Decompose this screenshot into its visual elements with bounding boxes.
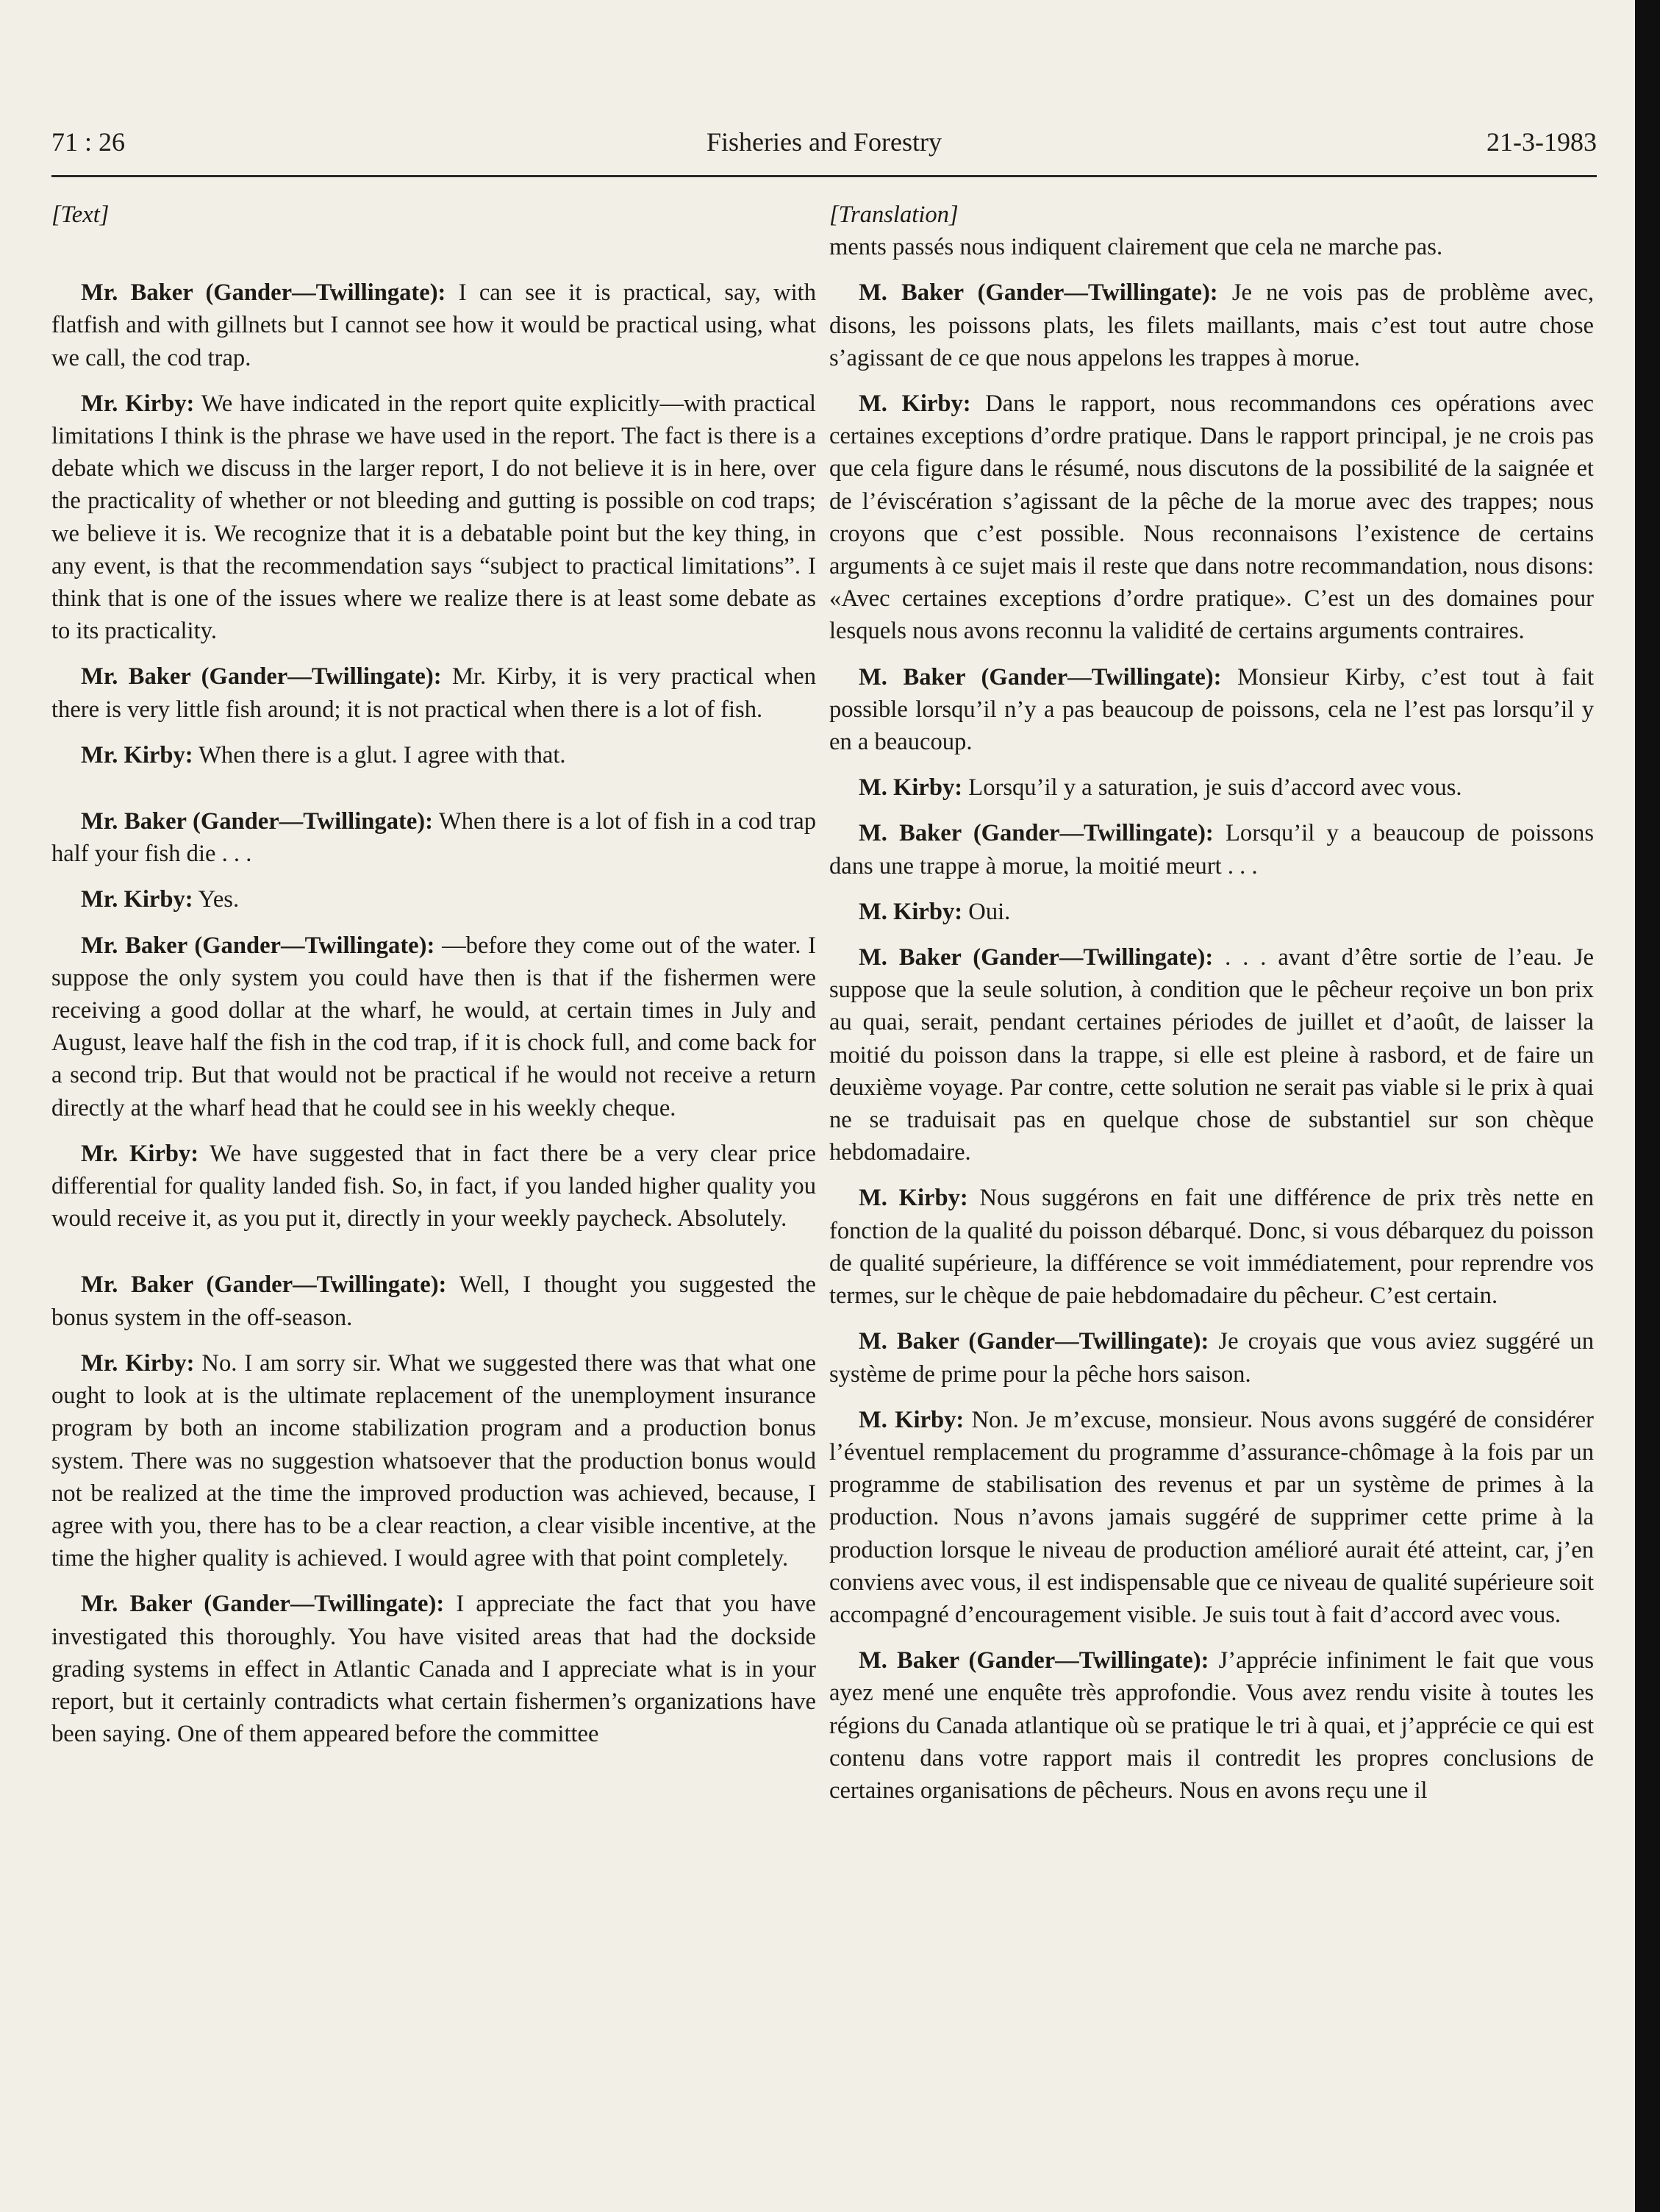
continuation-paragraph: ments passés nous indiquent clairement que cela ne marche pas.	[829, 234, 1443, 261]
paragraph-text: Yes.	[193, 886, 240, 913]
speaker-name: Mr. Baker (Gander—Twillingate):	[81, 1591, 445, 1618]
paragraph	[51, 1138, 816, 1235]
page-edge	[1635, 0, 1660, 2212]
paragraph	[51, 276, 816, 374]
speaker-name: M. Kirby:	[859, 390, 971, 418]
speaker-name: M. Baker (Gander—Twillingate):	[859, 944, 1214, 971]
paragraph	[829, 388, 1594, 648]
paragraph	[829, 1182, 1594, 1312]
french-column	[829, 199, 1594, 1820]
paragraph	[829, 1644, 1594, 1807]
paragraph-text: Lorsqu’il y a beaucoup de poissons dans une trappe à morue, la moitié meurt . . .	[829, 820, 1595, 880]
paragraph	[829, 817, 1594, 882]
paragraph	[51, 930, 816, 1124]
speaker-name: Mr. Kirby:	[81, 1349, 195, 1377]
paragraph-text: When there is a glut. I agree with that.	[193, 741, 566, 768]
paragraph-text: I can see it is practical, say, with flatfish and with gillnets but I cannot see how it would be practical using, what we call, the cod trap.	[51, 279, 816, 371]
paragraph-text: —before they come out of the water. I suppose the only system you could have then is that if the fishermen were receiving a good dollar at the wharf, he would, at certain times in July and August, leave half the fish in the cod trap, if it is chock full, and come back for a second trip. But that would not be practical if he would not receive a return directly at the wharf head that he could see in his weekly cheque.	[51, 932, 816, 1121]
paragraph	[829, 896, 1594, 928]
paragraph-text: Oui.	[962, 898, 1011, 925]
paragraph	[51, 883, 816, 916]
speaker-name: M. Kirby:	[859, 774, 963, 802]
paragraph-text: Non. Je m’excuse, monsieur. Nous avons suggéré de considérer l’éventuel remplacement du programme d’assurance-chômage à la fois par un programme de stabilisation des revenus et par un système de primes à la production. Nous n’avons jamais suggéré de supprimer cette prime à la production lorsque le niveau de production amélioré aurait été atteint, car, j’en conviens avec vous, il est indispensable que ce niveau de qualité supérieure soit accompagné d’encouragement visible. Je suis tout à fait d’accord avec vous.	[829, 1406, 1594, 1628]
speaker-name: Mr. Baker (Gander—Twillingate):	[81, 1271, 447, 1299]
speaker-name: M. Baker (Gander—Twillingate):	[859, 820, 1214, 847]
translation-tag: [Translation]	[829, 201, 959, 228]
paragraph-text: We have suggested that in fact there be a very clear price differential for quality landed fish. So, in fact, if you landed higher quality you would receive it, as you put it, directly in your weekly paycheck. Absolutely.	[51, 1140, 816, 1232]
paragraph	[829, 771, 1594, 804]
paragraph-text: I appreciate the fact that you have investigated this thoroughly. You have visited areas that had the dockside grading systems in effect in Atlantic Canada and I appreciate what is in your report, but it certainly contradicts what certain fishermen’s organizations have been saying. One of them appeared before the committee	[51, 1591, 816, 1748]
speaker-name: Mr. Kirby:	[81, 1140, 199, 1167]
page-number: 71 : 26	[51, 127, 126, 157]
paragraph-text: Nous suggérons en fait une différence de prix très nette en fonction de la qualité du poisson débarqué. Donc, si vous débarquez du poisson de qualité supérieure, la différence se voit immédiatement, pour reprendre vos termes, sur le chèque de paie hebdomadaire du pêcheur. C’est certain.	[829, 1185, 1594, 1310]
paragraph	[51, 805, 816, 870]
text-tag: [Text]	[51, 201, 110, 228]
paragraph-text: Monsieur Kirby, c’est tout à fait possible lorsqu’il n’y a pas beaucoup de poissons, cela ne l’est pas lorsqu’il y en a beaucoup.	[829, 663, 1594, 756]
publication-title: Fisheries and Forestry	[706, 127, 942, 157]
paragraph	[51, 1347, 816, 1574]
paragraph-text: No. I am sorry sir. What we suggested there was that what one ought to look at is the ultimate replacement of the unemployment insurance program by both an income stabilization program and a production bonus system. There was no suggestion whatsoever that the production bonus would not be realized at the time the improved production was achieved, because, I agree with you, there has to be a clear reaction, a clear visible incentive, at the time the higher quality is achieved. I would agree with that point completely.	[51, 1349, 816, 1572]
speaker-name: Mr. Kirby:	[81, 390, 195, 417]
page-date: 21-3-1983	[1487, 127, 1597, 157]
speaker-name: Mr. Baker (Gander—Twillingate):	[81, 279, 446, 307]
paragraph	[51, 660, 816, 725]
paragraph-text: Mr. Kirby, it is very practical when there is very little fish around; it is not practical when there is a lot of fish.	[51, 663, 817, 723]
page-header	[51, 118, 1597, 177]
speaker-name: Mr. Kirby:	[81, 886, 193, 913]
english-column	[51, 199, 816, 1763]
speaker-name: Mr. Baker (Gander—Twillingate):	[81, 932, 435, 959]
paragraph-text: Je croyais que vous aviez suggéré un système de prime pour la pêche hors saison.	[829, 1328, 1595, 1388]
paragraph	[51, 388, 816, 648]
speaker-name: M. Baker (Gander—Twillingate):	[859, 279, 1218, 307]
paragraph	[829, 1325, 1594, 1390]
paragraph	[829, 941, 1594, 1169]
paragraph-text: J’apprécie infiniment le fait que vous ayez mené une enquête très approfondie. Vous avez rendu visite à toutes les régions du Canada atlantique où se pratique le tri à quai, et j’apprécie ce qui est contenu dans votre rapport mais il contredit les propres conclusions de certaines organisations de pêcheurs. Nous en avons reçu une il	[829, 1647, 1595, 1804]
speaker-name: Mr. Baker (Gander—Twillingate):	[81, 663, 442, 691]
paragraph	[829, 1404, 1594, 1631]
paragraph	[51, 1269, 816, 1333]
paragraph	[829, 661, 1594, 759]
paragraph-text: Je ne vois pas de problème avec, disons, les poissons plats, les filets maillants, mais c’est tout autre chose s’agissant de ce que nous appelons les trappes à morue.	[829, 279, 1594, 371]
speaker-name: M. Baker (Gander—Twillingate):	[859, 1647, 1209, 1674]
paragraph	[829, 276, 1594, 374]
speaker-name: M. Kirby:	[859, 1185, 968, 1212]
paragraph	[51, 739, 816, 771]
paragraph	[51, 1588, 816, 1750]
speaker-name: Mr. Baker (Gander—Twillingate):	[81, 808, 433, 835]
paragraph-text: . . . avant d’être sortie de l’eau. Je suppose que la seule solution, à condition que le pêcheur reçoive un bon prix au quai, serait, pendant certaines périodes de juillet et d’août, de laisser la moitié du poisson dans la trappe, si elle est pleine à rasbord, et de faire un deuxième voyage. Par contre, cette solution ne serait pas viable si le prix à quai ne se traduisait pas en quelque chose de substantiel sur son chèque hebdomadaire.	[829, 944, 1595, 1166]
speaker-name: M. Baker (Gander—Twillingate):	[859, 663, 1222, 691]
speaker-name: M. Baker (Gander—Twillingate):	[859, 1328, 1209, 1355]
speaker-name: M. Kirby:	[859, 898, 963, 925]
paragraph-text: When there is a lot of fish in a cod trap half your fish die . . .	[51, 808, 817, 868]
paragraph-text: Lorsqu’il y a saturation, je suis d’accord avec vous.	[962, 774, 1462, 802]
speaker-name: M. Kirby:	[859, 1406, 965, 1433]
speaker-name: Mr. Kirby:	[81, 741, 193, 768]
paragraph-text: Well, I thought you suggested the bonus system in the off-season.	[51, 1271, 816, 1331]
paragraph-text: Dans le rapport, nous recommandons ces opérations avec certaines exceptions d’ordre pratique. Dans le rapport principal, je ne crois pas que cela figure dans le résumé, nous discutons de la possibilité de la saignée et de l’éviscération s’agissant de la pêche de la morue avec des trappes; nous croyons que c’est possible. Nous reconnaisons l’existence de certains arguments à ce sujet mais il reste que dans notre recommandation, nous disons: «Avec certaines exceptions d’ordre pratique». C’est un des domaines pour lesquels nous avons reconnu la validité de certains arguments contraires.	[829, 390, 1594, 645]
paragraph-text: We have indicated in the report quite explicitly—with practical limitations I think is the phrase we have used in the report. The fact is there is a debate which we discuss in the larger report, I do not believe it is in here, over the practicality of whether or not bleeding and gutting is possible on cod traps; we believe it is. We recognize that it is a debatable point but the key thing, in any event, is that the recommendation says “subject to practical limitations”. I think that is one of the issues where we realize there is at least some debate as to its practicality.	[51, 390, 816, 645]
